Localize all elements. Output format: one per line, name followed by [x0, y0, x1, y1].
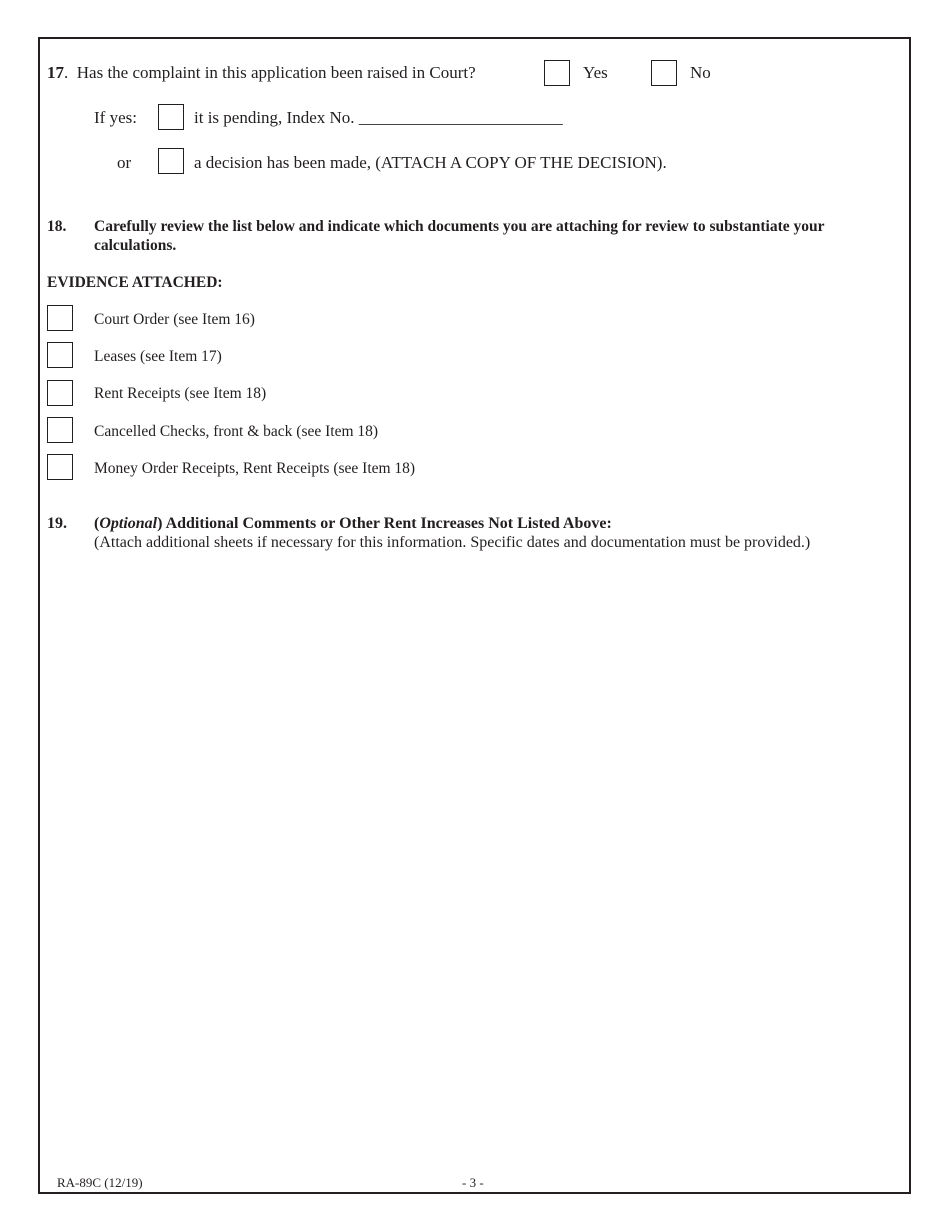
evidence-leases-label: Leases (see Item 17) — [94, 348, 222, 365]
q17-or-label: or — [117, 153, 132, 172]
evidence-rent-receipts-checkbox[interactable] — [47, 380, 73, 406]
evidence-money-order-label: Money Order Receipts, Rent Receipts (see Item 18) — [94, 460, 416, 477]
q17-pending-checkbox[interactable] — [158, 104, 184, 130]
q18-text-line2: calculations. — [94, 237, 177, 254]
q19-subtext: (Attach additional sheets if necessary for this information. Specific dates and documentation must be provided.) — [94, 534, 811, 551]
evidence-money-order-checkbox[interactable] — [47, 454, 73, 480]
q17-index-number-field[interactable]: ________________________ — [358, 108, 563, 127]
q17-decision-checkbox[interactable] — [158, 148, 184, 174]
q17-decision-label: a decision has been made, (ATTACH A COPY OF THE DECISION). — [194, 153, 667, 172]
evidence-leases-checkbox[interactable] — [47, 342, 73, 368]
evidence-rent-receipts-label: Rent Receipts (see Item 18) — [94, 385, 267, 402]
q19-number: 19. — [47, 515, 67, 532]
evidence-court-order-label: Court Order (see Item 16) — [94, 311, 255, 328]
evidence-cancelled-checks-label: Cancelled Checks, front & back (see Item 18) — [94, 423, 379, 440]
q19-optional-word: Optional — [99, 515, 158, 532]
q17-yes-checkbox[interactable] — [544, 60, 570, 86]
q17-pending-text: it is pending, Index No. — [194, 108, 355, 127]
evidence-heading: EVIDENCE ATTACHED: — [47, 274, 223, 291]
q17-no-checkbox[interactable] — [651, 60, 677, 86]
q19-title-text: Additional Comments or Other Rent Increases Not Listed Above: — [165, 515, 612, 532]
q17-if-yes-label: If yes: — [94, 108, 137, 127]
evidence-cancelled-checks-checkbox[interactable] — [47, 417, 73, 443]
footer-page-number: - 3 - — [462, 1175, 484, 1190]
q19-title: (Optional) Additional Comments or Other Rent Increases Not Listed Above: — [94, 515, 612, 532]
q18-text-line1: Carefully review the list below and indicate which documents you are attaching for review to substantiate your — [94, 218, 825, 235]
evidence-court-order-checkbox[interactable] — [47, 305, 73, 331]
q19-comments-area[interactable] — [94, 570, 894, 1160]
q17-question: 17. Has the complaint in this application been raised in Court? — [47, 63, 476, 82]
q17-pending-label — [194, 108, 563, 128]
q17-yes-label: Yes — [583, 63, 608, 82]
q17-question-text: Has the complaint in this application been raised in Court? — [76, 63, 476, 82]
q17-no-label: No — [690, 63, 711, 82]
footer-form-code: RA-89C (12/19) — [57, 1175, 143, 1190]
q17-number: 17 — [47, 63, 64, 82]
q18-number: 18. — [47, 218, 67, 235]
